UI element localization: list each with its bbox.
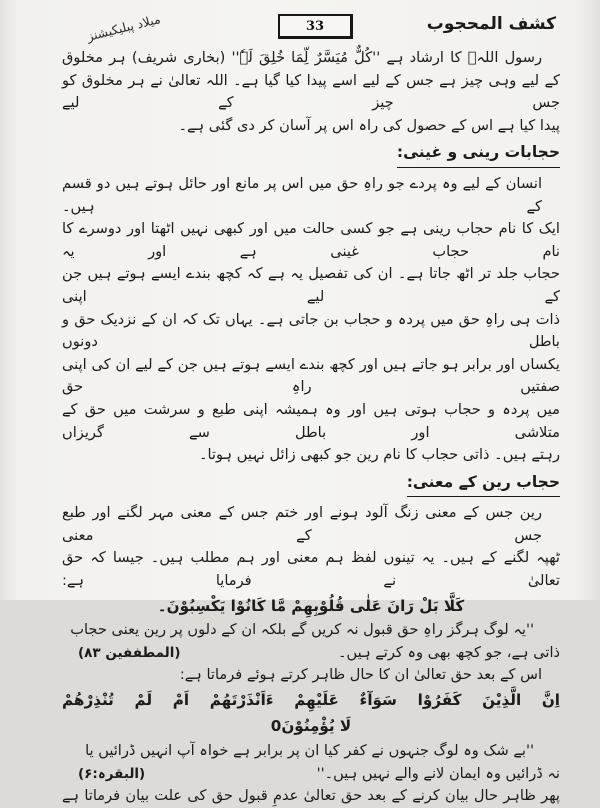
citation-mutaffifin: (المطففین ۸۳) (78, 644, 181, 661)
text-line: ایک کا نام حجاب رینی ہے جو کسی حالت میں اور کبھی نہیں اٹھتا اور دوسرے کا نام حجاب غینی ہے اور یہ (62, 220, 560, 260)
text-line: ذات ہی راہِ حق میں پردہ و حجاب بن جاتی ہے۔ یہاں تک کہ ان کے نزدیک حق و باطل دونوں (62, 310, 560, 351)
page-body (62, 47, 560, 808)
text-line: رین جس کے معنی زنگ آلود ہونے اور ختم جس کے معنی مہر لگنے اور طبع جس کے معنی (62, 504, 542, 544)
text-line: رہتے ہیں۔ ذاتی حجاب کا نام رین جو کبھی زائل نہیں ہوتا۔ (198, 446, 560, 464)
text-line: رسول اللہﷺ کا ارشاد ہے ''کُلٌّ مُیَسَّرٌ لِّمَا خُلِقَ لَہٗ'' (بخاری شریف) ہر مخلوق (62, 49, 542, 66)
text-line: حجاب جلد تر اٹھ جاتا ہے۔ ان کی تفصیل یہ ہے کہ کچھ بندے ایسے ہوتے ہیں جن کے لیے اپنی (62, 265, 560, 305)
translation-citation-row (62, 763, 560, 786)
page-number-box (278, 14, 353, 39)
quran-verse-2-line-1: اِنَّ الَّذِيْنَ كَفَرُوْا سَوَآءٌ عَلَيْهِمْ ءَاَنْذَرْتَهُمْ اَمْ لَمْ تُنْذِرْهُمْ (62, 690, 560, 709)
translation-citation-row (62, 642, 560, 665)
citation-baqarah: (البقرہ:۶) (78, 765, 146, 782)
text-line: کے لیے وہی چیز ہے جس کے لیے اسے پیدا کیا گیا ہے۔ اللہ تعالیٰ نے ہر مخلوق کو جس چیز کے لیے (62, 71, 560, 112)
section-heading-text: حجابات رینی و غینی: (397, 141, 560, 168)
section-heading-hijabat (62, 141, 560, 168)
publisher-stamp: میلاد پبلیکیشنز (85, 11, 162, 44)
text-line: ٹھپہ لگنے کے ہیں۔ یہ تینوں لفظ ہم معنی اور ہم مطلب ہیں۔ جیسا کہ حق تعالیٰ نے فرمایا ہے: (62, 549, 560, 590)
book-title: کشف المحجوب (426, 14, 556, 34)
text-line: پیدا کیا ہے اس کے حصول کی راہ اس پر آسان کر دی گئی ہے۔ (178, 116, 560, 134)
text-line: میں پردہ و حجاب ہوتی ہیں اور وہ ہمیشہ اپنی طبع و سرشت میں حق کے متلاشی اور باطل سے گریزاں (62, 400, 560, 441)
text-line: اس کے بعد حق تعالیٰ ان کا حال ظاہر کرتے ہوئے فرماتا ہے: (179, 666, 542, 684)
translation-line: ''بے شک وہ لوگ جنہوں نے کفر کیا ان پر برابر ہے خواہ آپ انہیں ڈرائیں یا (85, 741, 534, 759)
page-header (0, 6, 600, 46)
translation-line: ''یہ لوگ ہرگز راہِ حق قبول نہ کریں گے بلکہ ان کے دلوں پر رین یعنی حجاب (70, 621, 534, 639)
translation-line: ذاتی ہے، جو کچھ بھی وہ کرتے ہیں۔ (338, 643, 560, 661)
text-line: پھر ظاہر حال بیان کرنے کے بعد حق تعالیٰ عدمِ قبول حق کی علت بیان فرماتا ہے (62, 787, 560, 805)
quran-verse-1: كَلَّا بَلْ رَانَ عَلٰی قُلُوْبِهِمْ مَّا كَانُوْا يَكْسِبُوْنَ۔ (157, 596, 465, 615)
section-heading-text: حجاب رین کے معنی: (407, 471, 560, 498)
section-heading-rain-meaning (62, 471, 560, 498)
text-line: انسان کے لیے وہ پردے جو راہِ حق میں اس پر مانع اور حائل ہوتے ہیں دو قسم کے ہیں۔ (62, 174, 542, 215)
text-line: یکساں اور برابر ہو جاتے ہیں اور کچھ بندے ایسے ہوتے ہیں جن کے لیے ان کی اپنی صفتیں راہِ حق (62, 355, 560, 396)
quran-verse-2-line-2: لَا يُؤْمِنُوْنَ0 (270, 717, 352, 736)
translation-line: نہ ڈرائیں وہ ایمان لانے والے نہیں ہیں۔'' (316, 764, 560, 782)
page-number: 33 (305, 18, 325, 34)
